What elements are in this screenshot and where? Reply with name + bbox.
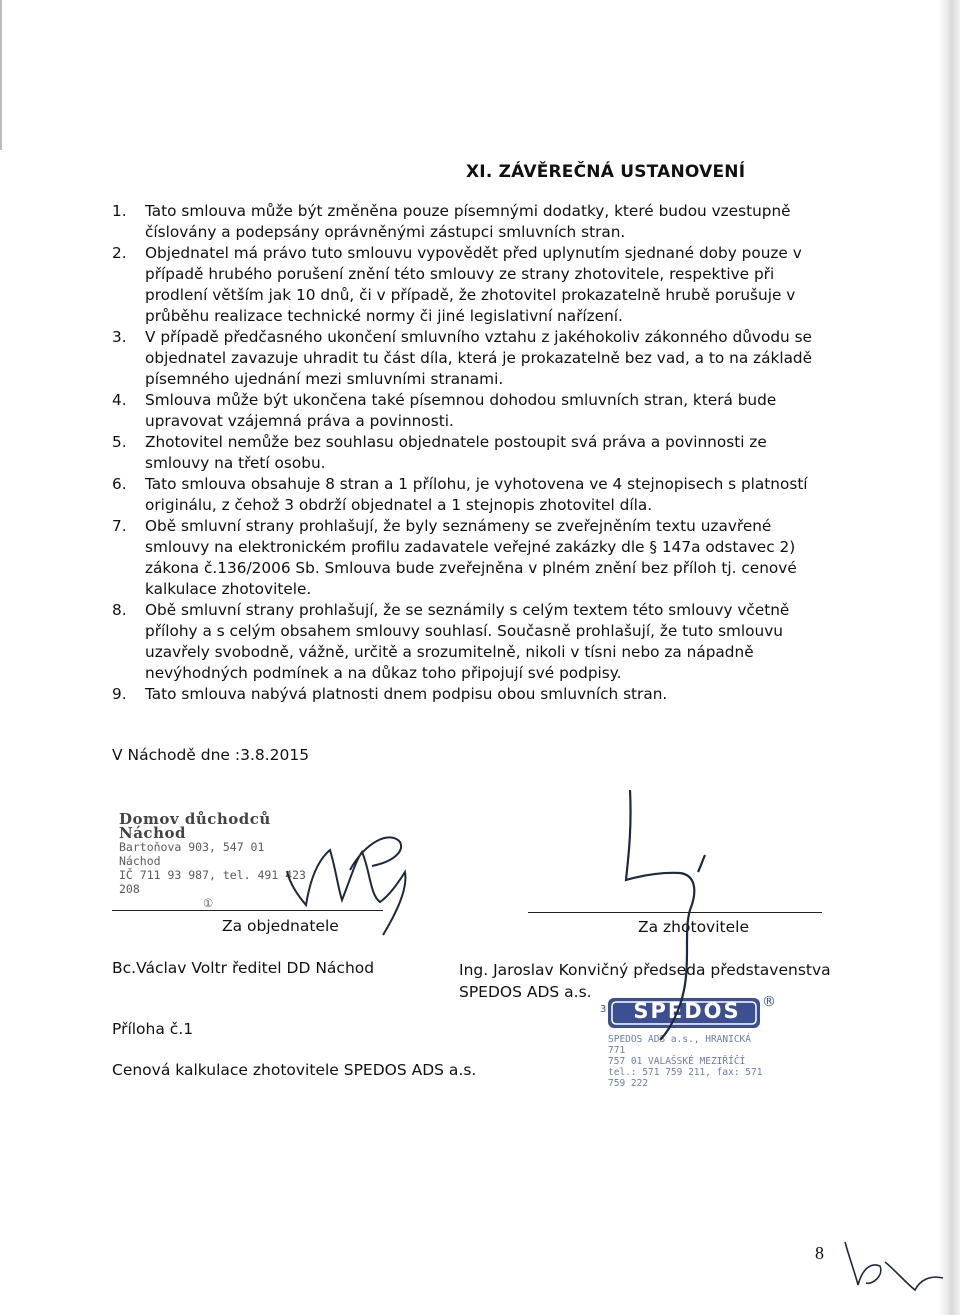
client-stamp bbox=[119, 812, 309, 910]
contractor-logo-text: SPEDOS bbox=[633, 999, 741, 1023]
clause-list bbox=[112, 201, 832, 705]
place-and-date: V Náchodě dne :3.8.2015 bbox=[112, 746, 310, 764]
clause-text: V případě předčasného ukončení smluvního vztahu z jakéhokoliv zákonného důvodu se objednatel zavazuje uhradit tu část díla, která je prokazatelně bez vad, a to na základě písemného ujednání mezi smluvními stranami. bbox=[145, 328, 813, 388]
scan-edge-mark bbox=[0, 0, 62, 150]
client-signature-line bbox=[112, 910, 383, 911]
clause-item bbox=[112, 432, 832, 474]
client-stamp-address: Bartoňova 903, 547 01 Náchod bbox=[119, 840, 265, 868]
clause-number: 8. bbox=[112, 601, 127, 619]
clause-item bbox=[112, 474, 832, 516]
clause-text: Smlouva může být ukončena také písemnou dohodou smluvních stran, která bude upravovat vzájemná práva a povinnosti. bbox=[145, 391, 777, 430]
initials-mark bbox=[845, 1242, 943, 1290]
section-heading: XI. ZÁVĚREČNÁ USTANOVENÍ bbox=[466, 162, 746, 182]
client-stamp-symbol: ① bbox=[203, 896, 214, 910]
client-stamp-ic-tel: IČ 711 93 987, tel. 491 423 208 bbox=[119, 868, 306, 896]
contractor-representative: Ing. Jaroslav Konvičný předseda představenstva bbox=[459, 961, 831, 979]
contractor-stamp-line: SPEDOS ADS a.s., HRANICKÁ 771 bbox=[608, 1034, 751, 1056]
annex-description: Cenová kalkulace zhotovitele SPEDOS ADS a.s. bbox=[112, 1061, 477, 1079]
clause-text: Objednatel má právo tuto smlouvu vypovědět před uplynutím sjednané doby pouze v případě hrubého porušení znění této smlouvy ze strany zhotovitele, respektive při prodlení větším jak 10 dnů, či v případě, že zhotovitel prokazatelně hrubě porušuje v průběhu realizace technické normy či jiné legislativní nařízení. bbox=[145, 244, 802, 325]
client-stamp-name: Domov důchodců Náchod bbox=[119, 810, 271, 842]
registered-mark: ® bbox=[762, 994, 776, 1010]
contractor-stamp-address bbox=[608, 1034, 768, 1089]
clause-number: 2. bbox=[112, 244, 127, 262]
contractor-stamp bbox=[598, 992, 776, 1089]
clause-number: 1. bbox=[112, 202, 127, 220]
page-number: 8 bbox=[815, 1243, 824, 1263]
clause-item bbox=[112, 327, 832, 390]
contractor-logo-superscript: 3 bbox=[600, 1004, 607, 1015]
clause-number: 5. bbox=[112, 433, 127, 451]
contractor-signature-label: Za zhotovitele bbox=[638, 918, 749, 936]
clause-number: 3. bbox=[112, 328, 127, 346]
contractor-company: SPEDOS ADS a.s. bbox=[459, 983, 592, 1001]
clause-text: Obě smluvní strany prohlašují, že byly seznámeny se zveřejněním textu uzavřené smlouvy na elektronickém profilu zadavatele veřejné zakázky dle § 147a odstavec 2) zákona č.136/2006 Sb. Smlouva bude zveřejněna v plném znění bez příloh tj. cenové kalkulace zhotovitele. bbox=[145, 517, 797, 598]
clause-item bbox=[112, 201, 832, 243]
clause-item bbox=[112, 600, 832, 684]
clause-number: 6. bbox=[112, 475, 127, 493]
client-signature-label: Za objednatele bbox=[222, 917, 339, 935]
clause-item bbox=[112, 684, 832, 705]
contractor-stamp-line: tel.: 571 759 211, fax: 571 759 222 bbox=[608, 1067, 763, 1089]
contractor-signature-line bbox=[528, 912, 822, 913]
clause-text: Tato smlouva může být změněna pouze písemnými dodatky, které budou vzestupně číslovány a podepsány oprávněnými zástupci smluvních stran. bbox=[145, 202, 791, 241]
contractor-stamp-line: 757 01 VALAŠSKÉ MEZIŘÍČÍ bbox=[608, 1056, 746, 1067]
clause-text: Tato smlouva nabývá platnosti dnem podpisu obou smluvních stran. bbox=[145, 685, 668, 703]
clause-text: Obě smluvní strany prohlašují, že se seznámily s celým textem této smlouvy včetně přílohy a s celým obsahem smlouvy souhlasí. Současně prohlašují, že tuto smlouvu uzavřely svobodně, vážně, určitě a srozumitelně, nikoli v tísni nebo za nápadně nevýhodných podmínek a na důkaz toho připojují své podpisy. bbox=[145, 601, 790, 682]
client-representative: Bc.Václav Voltr ředitel DD Náchod bbox=[112, 959, 375, 977]
clause-number: 4. bbox=[112, 391, 127, 409]
clause-text: Tato smlouva obsahuje 8 stran a 1 přílohu, je vyhotovena ve 4 stejnopisech s platností originálu, z čehož 3 obdrží objednatel a 1 stejnopis zhotovitel díla. bbox=[145, 475, 808, 514]
annex-title: Příloha č.1 bbox=[112, 1020, 194, 1038]
clause-item bbox=[112, 516, 832, 600]
clause-number: 9. bbox=[112, 685, 127, 703]
clause-item bbox=[112, 243, 832, 327]
scan-page-edge bbox=[938, 0, 960, 1315]
clause-item bbox=[112, 390, 832, 432]
clause-text: Zhotovitel nemůže bez souhlasu objednatele postoupit svá práva a povinnosti ze smlouvy na třetí osobu. bbox=[145, 433, 767, 472]
clause-number: 7. bbox=[112, 517, 127, 535]
